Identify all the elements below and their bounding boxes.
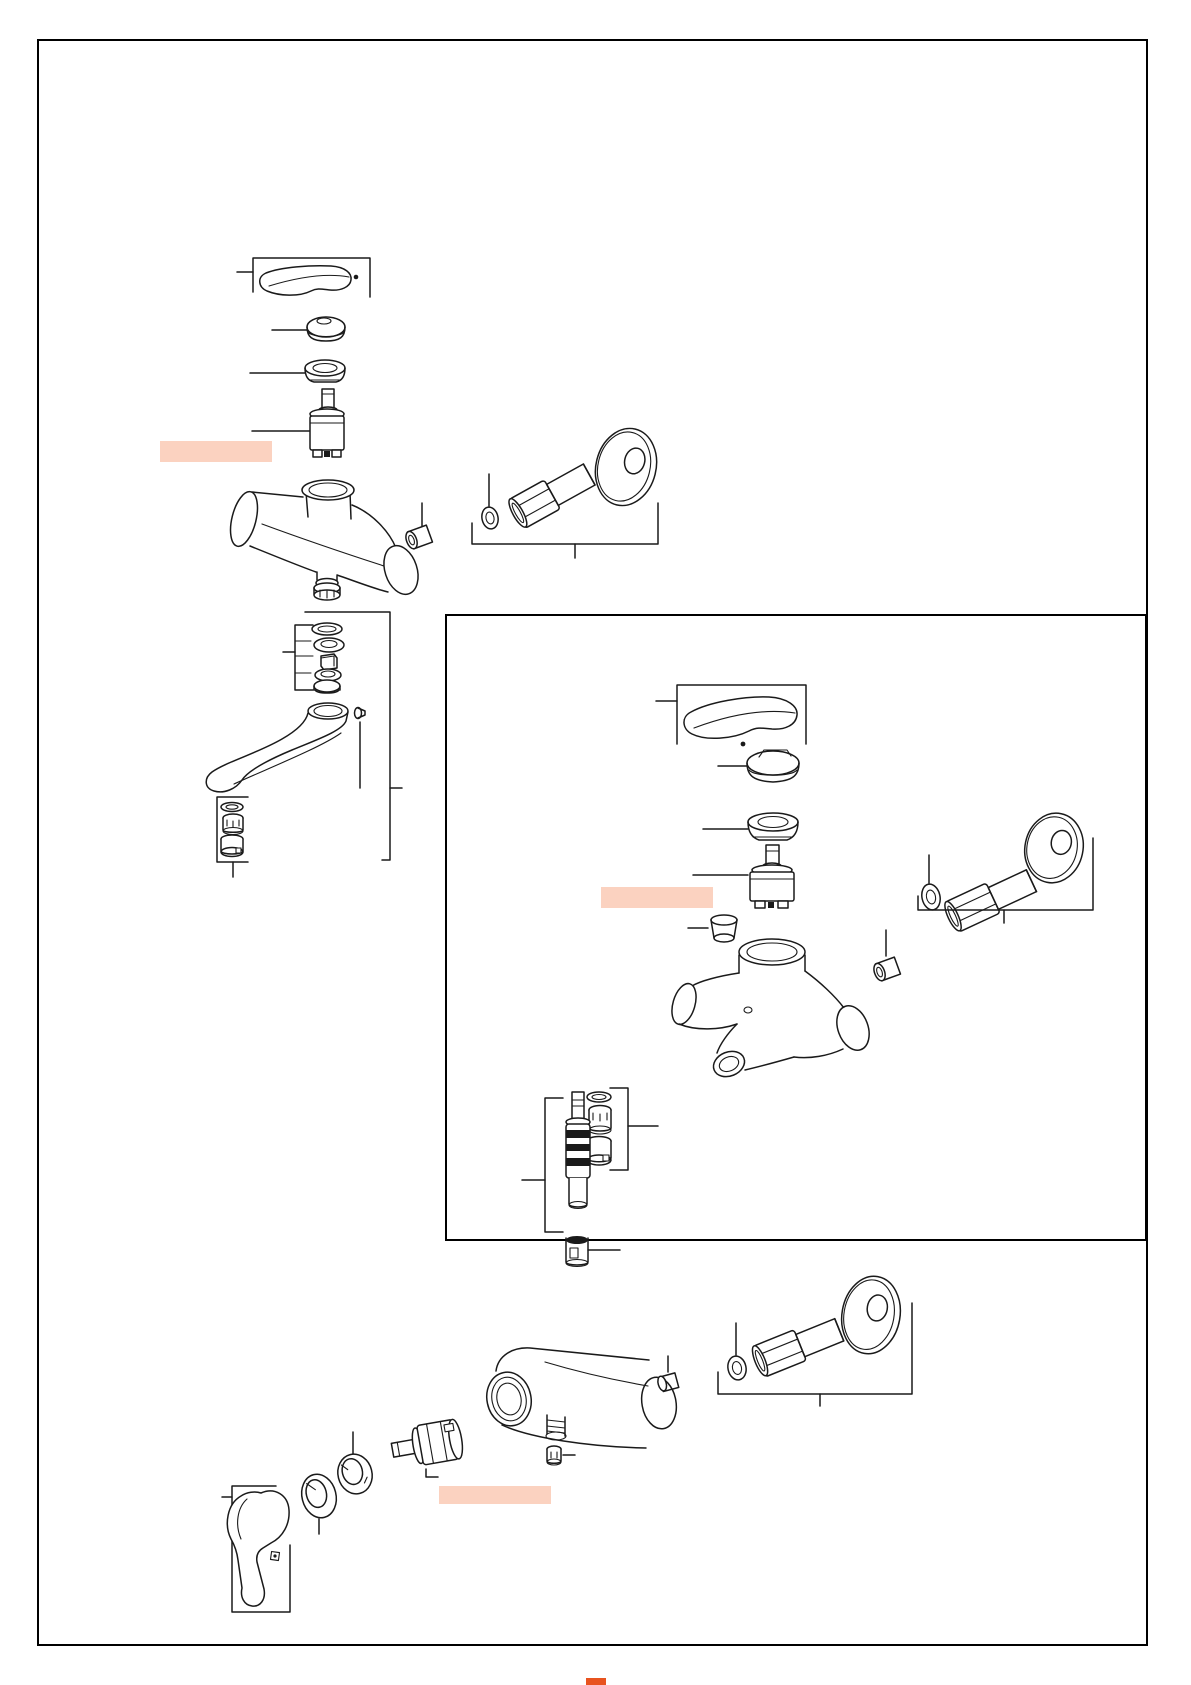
d1-wall-flange-icon: [587, 422, 664, 512]
d2-s-union-icon: [942, 865, 1038, 933]
d3-lock-ring-icon: [334, 1432, 377, 1498]
d3-outlet-nipple-icon: [547, 1446, 575, 1465]
d2-cartridge-icon: [693, 845, 794, 908]
diagram-pillar-mixer: [206, 258, 664, 877]
d1-dome-nut-icon: [250, 360, 345, 382]
d1-mixer-body-icon: [226, 480, 424, 600]
d2-lever-handle-icon: [684, 697, 797, 747]
d2-union-gasket-icon: [919, 855, 942, 912]
d3-union-gasket-icon: [726, 1323, 749, 1382]
d1-union-gasket-icon: [480, 474, 500, 530]
d3-wall-flange-icon: [836, 1272, 907, 1359]
d3-mixer-body-icon: [482, 1348, 680, 1448]
d2-mixer-body-icon: [668, 939, 875, 1081]
d1-s-union-icon: [506, 460, 597, 531]
d1-seal-ring-kit-icon: [283, 623, 344, 693]
d1-union-group-bracket: [472, 503, 658, 558]
d2-aerator-kit-icon: [587, 1088, 658, 1170]
d1-lever-handle-icon: [260, 266, 359, 295]
diagram-boxed-mixer: [522, 685, 1093, 1267]
d2-diverter-cartridge-icon: [522, 1092, 590, 1232]
d3-cartridge-icon: [389, 1418, 465, 1477]
d2-dome-nut-icon: [703, 813, 798, 840]
d1-spout-screw-icon: [355, 708, 366, 789]
d3-handle-cap-ring-icon: [297, 1471, 341, 1534]
d1-aerator-kit-icon: [217, 797, 248, 877]
d1-side-grub-screw-icon: [404, 503, 433, 550]
d2-plug-cone-icon: [688, 915, 737, 942]
d1-swivel-spout-icon: [206, 703, 348, 792]
d1-handle-cap-icon: [272, 317, 345, 341]
diagram-shower-mixer: [222, 1272, 912, 1612]
d2-handle-cap-icon: [718, 750, 799, 782]
d3-s-union-icon: [749, 1314, 845, 1378]
d2-diverter-sleeve-icon: [566, 1236, 620, 1267]
d1-cartridge-icon: [252, 389, 344, 457]
d3-lever-handle-icon: [227, 1491, 289, 1606]
footer-brand-mark: [586, 1678, 606, 1685]
d2-side-grub-screw-icon: [872, 930, 901, 982]
